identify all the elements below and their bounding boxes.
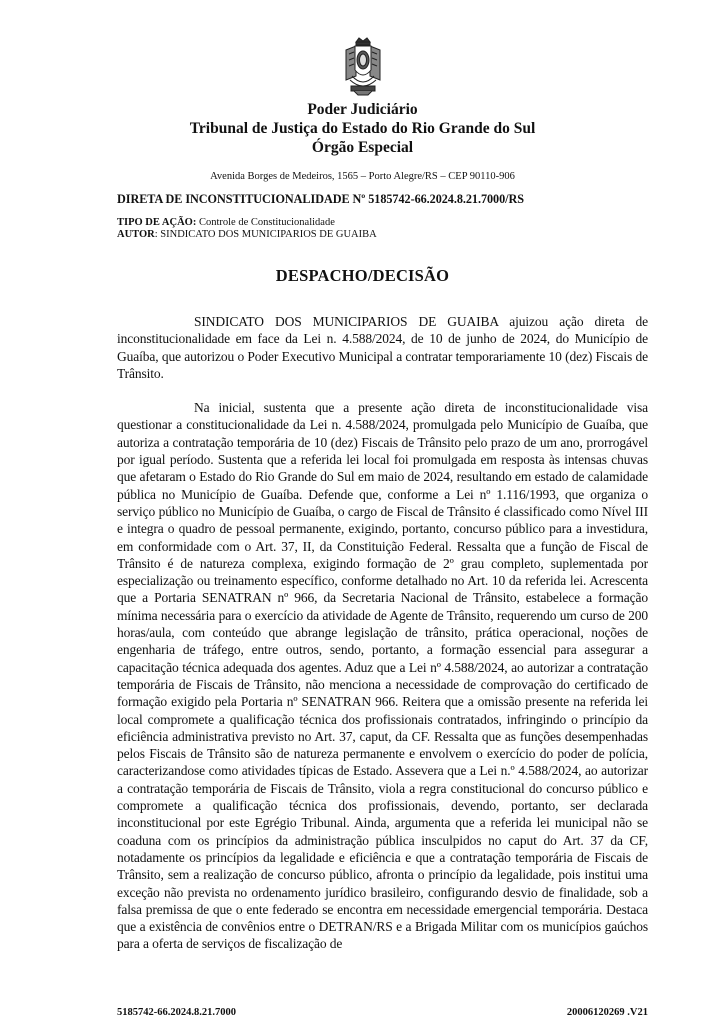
case-meta [117,217,377,240]
author-row [117,229,377,241]
action-type-row [117,217,377,229]
case-number: DIRETA DE INCONSTITUCIONALIDADE Nº 5185742-66.2024.8.21.7000/RS [117,192,524,206]
court-header [0,100,725,184]
author-label: AUTOR [117,228,155,240]
document-body [117,313,648,953]
court-address: Avenida Borges de Medeiros, 1565 – Porto Alegre/RS – CEP 90110-906 [210,171,515,182]
paragraph: SINDICATO DOS MUNICIPARIOS DE GUAIBA ajuizou ação direta de inconstitucionalidade em face da Lei n. 4.588/2024, de 10 de junho de 2024, do Município de Guaíba, que autorizou o Poder Executivo Municipal a contratar temporariamente 10 (dez) Fiscais de Trânsito. [117,314,648,381]
footer-document-id: 20006120269 .V21 [566,1007,648,1018]
author-value: : SINDICATO DOS MUNICIPARIOS DE GUAIBA [154,228,377,240]
coat-of-arms-icon [342,36,384,96]
paragraph: Na inicial, sustenta que a presente ação direta de inconstitucionalidade visa questionar a constitucionalidade da Lei n. 4.588/2024, promulgada pelo Município de Guaíba, que autoriza a contratação temporária de 10 (dez) Fiscais de Trânsito pelo prazo de um ano, prorrogável por igual período. Sustenta que a referida lei local foi promulgada em resposta às intensas chuvas que afetaram o Estado do Rio Grande do Sul em maio de 2024, resultando em estado de calamidade pública no Município de Guaíba. Defende que, conforme a Lei nº 1.116/1993, que organiza o serviço público no Município de Guaíba, o cargo de Fiscal de Trânsito é classificado como Nível III e integra o quadro de pessoal permanente, exigindo, portanto, concurso público para a investidura, em conformidade com o Art. 37, II, da Constituição Federal. Ressalta que a função de Fiscal de Trânsito é de natureza complexa, exigindo formação de 2º grau completo, suplementada por especialização ou treinamento específico, conforme detalhado no Art. 10 da referida lei. Acrescenta que a Portaria SENATRAN nº 966, da Secretaria Nacional de Trânsito, estabelece a formação mínima necessária para o exercício da atividade de Agente de Trânsito, requerendo um curso de 200 horas/aula, com conteúdo que abrange legislação de trânsito, prática operacional, noções de engenharia de tráfego, entre outros, sendo, portanto, a formação essencial para assegurar a capacitação técnica adequada dos agentes. Aduz que a Lei nº 4.588/2024, ao autorizar a contratação temporária de Fiscais de Trânsito, não menciona a necessidade de comprovação do certificado de formação exigido pela Portaria nº SENATRAN 966. Reitera que a omissão presente na referida lei local compromete a qualificação técnica dos profissionais contratados, infringindo o princípio da eficiência administrativa previsto no Art. 37, caput, da CF. Ressalta que as funções desempenhadas pelos Fiscais de Trânsito são de natureza permanente e envolvem o exercício do poder de polícia, caracterizandose como atividades típicas de Estado. Assevera que a Lei n.º 4.588/2024, ao autorizar a contratação temporária de Fiscais de Trânsito, viola a regra constitucional do concurso público e compromete a qualificação técnica dos profissionais, devendo, portanto, ser declarada inconstitucional por este Egrégio Tribunal. Ainda, argumenta que a referida lei municipal não se coaduna com os princípios da administração pública insculpidos no caput do Art. 37 da CF, notadamente os princípios da legalidade e eficiência e que a contratação temporária de Fiscais de Trânsito, sem a realização de concurso público, afronta o princípio da legalidade, pois institui uma exceção não prevista no ordenamento jurídico brasileiro, configurando desvio de finalidade, sob a falsa premissa de que o ente federado se encontra em necessidade emergencial temporária. Destaca que a existência de convênios entre o DETRAN/RS e a Brigada Militar com os municípios gaúchos para a oferta de serviços de fiscalização de [117,400,648,952]
court-name: Tribunal de Justiça do Estado do Rio Grande do Sul [189,120,536,137]
court-division: Órgão Especial [311,139,414,156]
footer-process-number: 5185742-66.2024.8.21.7000 [117,1007,236,1018]
action-type-value: Controle de Constitucionalidade [196,217,335,228]
document-title: DESPACHO/DECISÃO [275,266,450,285]
judiciary-heading: Poder Judiciário [307,101,418,118]
action-type-label: TIPO DE AÇÃO: [117,217,197,228]
